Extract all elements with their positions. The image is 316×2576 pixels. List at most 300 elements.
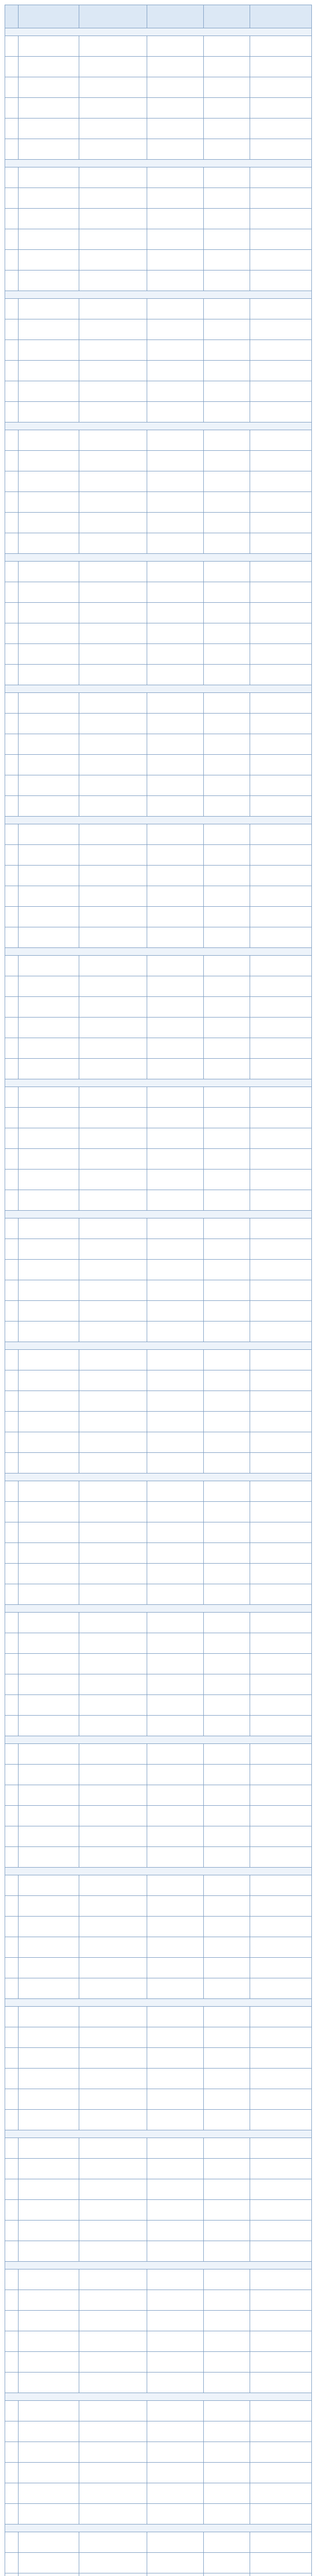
- table-cell: [204, 665, 250, 685]
- table-cell: [79, 2159, 147, 2179]
- table-row: [5, 1958, 312, 1978]
- table-cell: [5, 2241, 19, 2262]
- table-cell: [147, 1978, 204, 1999]
- table-cell: [19, 1654, 79, 1674]
- table-row: [5, 1280, 312, 1301]
- table-cell: [147, 2138, 204, 2159]
- table-cell: [19, 956, 79, 976]
- table-cell: [204, 755, 250, 775]
- table-cell: [19, 492, 79, 513]
- table-cell: [204, 1481, 250, 1502]
- table-cell: [5, 2573, 19, 2576]
- table-row: [5, 693, 312, 714]
- table-cell: [147, 1674, 204, 1695]
- table-cell: [5, 1481, 19, 1502]
- table-cell: [147, 2331, 204, 2352]
- table-cell: [5, 1502, 19, 1522]
- table-cell: [204, 2532, 250, 2553]
- table-cell: [250, 1239, 312, 1260]
- table-row: [5, 2573, 312, 2576]
- table-row: [5, 430, 312, 451]
- table-row: [5, 866, 312, 886]
- table-row: [5, 57, 312, 77]
- table-cell: [79, 1280, 147, 1301]
- table-row: [5, 2027, 312, 2048]
- table-row: [5, 775, 312, 796]
- table-row: [5, 118, 312, 139]
- section-row: [5, 2393, 312, 2401]
- table-cell: [79, 229, 147, 250]
- table-cell: [147, 2179, 204, 2200]
- table-cell: [79, 1765, 147, 1785]
- table-cell: [204, 2138, 250, 2159]
- table-cell: [250, 693, 312, 714]
- table-cell: [250, 430, 312, 451]
- table-cell: [5, 1149, 19, 1170]
- table-cell: [204, 98, 250, 118]
- table-row: [5, 2048, 312, 2069]
- table-cell: [204, 1149, 250, 1170]
- table-cell: [79, 1847, 147, 1868]
- table-cell: [250, 381, 312, 402]
- table-cell: [19, 2553, 79, 2573]
- table-cell: [19, 1978, 79, 1999]
- table-cell: [19, 927, 79, 948]
- table-cell: [250, 2241, 312, 2262]
- table-cell: [19, 118, 79, 139]
- table-cell: [79, 1613, 147, 1633]
- table-cell: [79, 1432, 147, 1453]
- table-cell: [250, 2110, 312, 2130]
- table-row: [5, 1038, 312, 1059]
- table-cell: [5, 1453, 19, 1473]
- table-row: [5, 824, 312, 845]
- table-row: [5, 1654, 312, 1674]
- table-cell: [19, 1917, 79, 1937]
- table-cell: [19, 1370, 79, 1391]
- table-cell: [204, 2110, 250, 2130]
- section-row: [5, 422, 312, 430]
- table-cell: [79, 1522, 147, 1543]
- table-row: [5, 1321, 312, 1342]
- table-cell: [147, 1875, 204, 1896]
- table-row: [5, 2269, 312, 2290]
- table-row: [5, 77, 312, 98]
- table-cell: [19, 209, 79, 229]
- table-cell: [5, 1432, 19, 1453]
- section-row: [5, 948, 312, 956]
- header-cell-1: [5, 5, 19, 28]
- table-cell: [5, 2463, 19, 2483]
- table-cell: [19, 2027, 79, 2048]
- table-cell: [147, 361, 204, 381]
- table-cell: [5, 2110, 19, 2130]
- table-cell: [5, 2421, 19, 2442]
- table-cell: [250, 1502, 312, 1522]
- table-cell: [19, 1018, 79, 1038]
- table-cell: [19, 1481, 79, 1502]
- table-cell: [19, 139, 79, 160]
- table-cell: [5, 2311, 19, 2331]
- table-row: [5, 1453, 312, 1473]
- table-cell: [250, 2401, 312, 2421]
- header-cell-2: [19, 5, 79, 28]
- table-cell: [79, 2027, 147, 2048]
- table-cell: [250, 665, 312, 685]
- table-cell: [250, 1391, 312, 1412]
- table-cell: [147, 866, 204, 886]
- section-title: [5, 2262, 312, 2269]
- table-cell: [79, 2200, 147, 2221]
- table-cell: [204, 1613, 250, 1633]
- table-cell: [5, 1412, 19, 1432]
- section-title: [5, 1211, 312, 1218]
- table-cell: [147, 1917, 204, 1937]
- table-cell: [19, 2138, 79, 2159]
- table-cell: [250, 1958, 312, 1978]
- table-cell: [5, 229, 19, 250]
- table-cell: [204, 582, 250, 603]
- table-row: [5, 755, 312, 775]
- table-cell: [250, 2311, 312, 2331]
- table-cell: [147, 1958, 204, 1978]
- table-cell: [79, 1108, 147, 1128]
- table-cell: [79, 693, 147, 714]
- table-cell: [147, 1937, 204, 1958]
- section-row: [5, 1605, 312, 1613]
- table-cell: [19, 845, 79, 866]
- table-cell: [19, 1432, 79, 1453]
- table-cell: [204, 513, 250, 533]
- table-cell: [250, 2352, 312, 2372]
- table-row: [5, 2290, 312, 2311]
- table-cell: [5, 2069, 19, 2089]
- table-cell: [204, 886, 250, 907]
- table-row: [5, 1218, 312, 1239]
- table-cell: [204, 209, 250, 229]
- table-cell: [147, 2241, 204, 2262]
- table-cell: [250, 229, 312, 250]
- table-cell: [147, 1847, 204, 1868]
- table-cell: [147, 1280, 204, 1301]
- table-cell: [204, 1087, 250, 1108]
- section-title: [5, 2524, 312, 2532]
- table-cell: [250, 582, 312, 603]
- table-row: [5, 1502, 312, 1522]
- table-cell: [204, 118, 250, 139]
- table-cell: [147, 1453, 204, 1473]
- table-cell: [19, 430, 79, 451]
- table-cell: [5, 430, 19, 451]
- table-row: [5, 1481, 312, 1502]
- table-cell: [250, 1896, 312, 1917]
- table-cell: [5, 2200, 19, 2221]
- table-cell: [19, 2372, 79, 2393]
- table-cell: [19, 188, 79, 209]
- table-cell: [5, 665, 19, 685]
- section-title: [5, 1736, 312, 1744]
- section-row: [5, 1342, 312, 1350]
- table-cell: [79, 2179, 147, 2200]
- section-row: [5, 2262, 312, 2269]
- table-cell: [250, 299, 312, 319]
- table-cell: [147, 1321, 204, 1342]
- table-cell: [79, 1391, 147, 1412]
- table-cell: [250, 492, 312, 513]
- table-cell: [250, 755, 312, 775]
- table-row: [5, 845, 312, 866]
- table-cell: [204, 1826, 250, 1847]
- table-cell: [147, 976, 204, 997]
- table-row: [5, 1896, 312, 1917]
- table-cell: [147, 2504, 204, 2524]
- header-cell-5: [204, 5, 250, 28]
- table-cell: [204, 1218, 250, 1239]
- table-cell: [19, 1613, 79, 1633]
- table-cell: [250, 1018, 312, 1038]
- table-cell: [19, 2483, 79, 2504]
- table-cell: [250, 1744, 312, 1765]
- table-cell: [5, 1087, 19, 1108]
- table-cell: [204, 1239, 250, 1260]
- table-cell: [147, 2372, 204, 2393]
- table-cell: [147, 1350, 204, 1370]
- table-cell: [204, 1391, 250, 1412]
- table-cell: [204, 1108, 250, 1128]
- table-cell: [79, 1370, 147, 1391]
- table-cell: [5, 2532, 19, 2553]
- table-cell: [79, 402, 147, 422]
- table-cell: [19, 1128, 79, 1149]
- table-row: [5, 1018, 312, 1038]
- table-cell: [5, 2159, 19, 2179]
- table-cell: [5, 2089, 19, 2110]
- table-cell: [5, 582, 19, 603]
- table-cell: [204, 845, 250, 866]
- header-cell-4: [147, 5, 204, 28]
- table-cell: [147, 1190, 204, 1211]
- table-cell: [5, 997, 19, 1018]
- table-row: [5, 1716, 312, 1736]
- table-cell: [19, 2504, 79, 2524]
- table-cell: [79, 886, 147, 907]
- table-cell: [19, 2290, 79, 2311]
- table-cell: [204, 1896, 250, 1917]
- table-cell: [250, 77, 312, 98]
- table-cell: [204, 2352, 250, 2372]
- section-row: [5, 1999, 312, 2007]
- table-cell: [147, 381, 204, 402]
- table-cell: [250, 2331, 312, 2352]
- table-cell: [250, 2463, 312, 2483]
- table-row: [5, 1087, 312, 1108]
- section-title: [5, 28, 312, 36]
- table-row: [5, 1633, 312, 1654]
- table-cell: [19, 824, 79, 845]
- table-cell: [204, 2504, 250, 2524]
- table-row: [5, 956, 312, 976]
- table-cell: [79, 2532, 147, 2553]
- table-cell: [5, 1613, 19, 1633]
- table-cell: [19, 1059, 79, 1079]
- table-cell: [204, 250, 250, 270]
- table-cell: [79, 2463, 147, 2483]
- table-cell: [204, 1564, 250, 1584]
- table-cell: [79, 1170, 147, 1190]
- table-cell: [5, 1301, 19, 1321]
- table-row: [5, 1584, 312, 1605]
- table-cell: [204, 1958, 250, 1978]
- table-cell: [5, 1826, 19, 1847]
- table-cell: [250, 2138, 312, 2159]
- table-cell: [250, 1059, 312, 1079]
- table-row: [5, 2372, 312, 2393]
- table-cell: [19, 1108, 79, 1128]
- table-cell: [19, 1190, 79, 1211]
- table-cell: [79, 2290, 147, 2311]
- table-cell: [5, 714, 19, 734]
- table-row: [5, 1149, 312, 1170]
- table-row: [5, 1391, 312, 1412]
- section-row: [5, 1736, 312, 1744]
- section-title: [5, 1342, 312, 1350]
- table-cell: [5, 402, 19, 422]
- table-cell: [250, 2069, 312, 2089]
- table-cell: [5, 1633, 19, 1654]
- table-row: [5, 2442, 312, 2463]
- table-cell: [79, 1543, 147, 1564]
- table-cell: [204, 1301, 250, 1321]
- table-cell: [147, 2110, 204, 2130]
- table-cell: [250, 1875, 312, 1896]
- table-cell: [204, 644, 250, 665]
- table-cell: [204, 1502, 250, 1522]
- table-cell: [147, 665, 204, 685]
- table-cell: [19, 1826, 79, 1847]
- table-cell: [79, 2401, 147, 2421]
- table-cell: [147, 229, 204, 250]
- table-cell: [204, 956, 250, 976]
- table-cell: [79, 57, 147, 77]
- table-cell: [147, 2573, 204, 2576]
- table-cell: [19, 2573, 79, 2576]
- section-title: [5, 948, 312, 956]
- table-cell: [204, 1370, 250, 1391]
- table-cell: [147, 1038, 204, 1059]
- table-cell: [250, 603, 312, 623]
- table-cell: [204, 2372, 250, 2393]
- table-row: [5, 471, 312, 492]
- table-cell: [5, 2007, 19, 2027]
- table-cell: [147, 1239, 204, 1260]
- table-cell: [5, 381, 19, 402]
- table-cell: [19, 907, 79, 927]
- table-cell: [5, 533, 19, 554]
- table-cell: [5, 845, 19, 866]
- table-cell: [147, 714, 204, 734]
- section-row: [5, 1868, 312, 1875]
- table-cell: [79, 1785, 147, 1806]
- table-cell: [147, 582, 204, 603]
- table-row: [5, 623, 312, 644]
- table-cell: [79, 1502, 147, 1522]
- table-cell: [250, 2269, 312, 2290]
- section-title: [5, 160, 312, 167]
- table-cell: [19, 2352, 79, 2372]
- table-cell: [250, 57, 312, 77]
- table-cell: [250, 2421, 312, 2442]
- table-cell: [204, 2179, 250, 2200]
- table-cell: [19, 582, 79, 603]
- table-cell: [5, 693, 19, 714]
- table-cell: [147, 402, 204, 422]
- table-cell: [79, 2221, 147, 2241]
- table-cell: [204, 775, 250, 796]
- table-cell: [19, 2179, 79, 2200]
- table-cell: [147, 603, 204, 623]
- table-cell: [147, 2089, 204, 2110]
- table-row: [5, 2007, 312, 2027]
- table-row: [5, 1978, 312, 1999]
- table-cell: [19, 976, 79, 997]
- table-cell: [204, 2290, 250, 2311]
- table-cell: [204, 2483, 250, 2504]
- table-cell: [204, 1190, 250, 1211]
- table-row: [5, 1806, 312, 1826]
- table-cell: [250, 734, 312, 755]
- table-cell: [250, 1937, 312, 1958]
- table-cell: [204, 2089, 250, 2110]
- table-body: [5, 28, 312, 2576]
- table-row: [5, 2069, 312, 2089]
- table-cell: [19, 866, 79, 886]
- table-row: [5, 381, 312, 402]
- table-row: [5, 714, 312, 734]
- table-cell: [79, 2553, 147, 2573]
- table-row: [5, 209, 312, 229]
- table-cell: [5, 2483, 19, 2504]
- table-cell: [5, 1350, 19, 1370]
- table-cell: [204, 562, 250, 582]
- table-cell: [204, 402, 250, 422]
- table-row: [5, 250, 312, 270]
- table-cell: [250, 1543, 312, 1564]
- table-cell: [19, 381, 79, 402]
- table-cell: [19, 997, 79, 1018]
- table-cell: [250, 1280, 312, 1301]
- table-cell: [79, 2352, 147, 2372]
- table-row: [5, 2463, 312, 2483]
- table-row: [5, 513, 312, 533]
- table-cell: [204, 2048, 250, 2069]
- table-cell: [19, 77, 79, 98]
- table-cell: [204, 997, 250, 1018]
- table-cell: [250, 1108, 312, 1128]
- table-cell: [204, 2241, 250, 2262]
- table-cell: [79, 2138, 147, 2159]
- table-cell: [250, 1826, 312, 1847]
- table-cell: [19, 1149, 79, 1170]
- table-cell: [19, 270, 79, 291]
- table-cell: [79, 2483, 147, 2504]
- table-cell: [204, 2573, 250, 2576]
- table-cell: [147, 2069, 204, 2089]
- table-cell: [19, 1301, 79, 1321]
- table-cell: [5, 1239, 19, 1260]
- table-cell: [79, 1716, 147, 1736]
- table-cell: [19, 755, 79, 775]
- table-cell: [147, 36, 204, 57]
